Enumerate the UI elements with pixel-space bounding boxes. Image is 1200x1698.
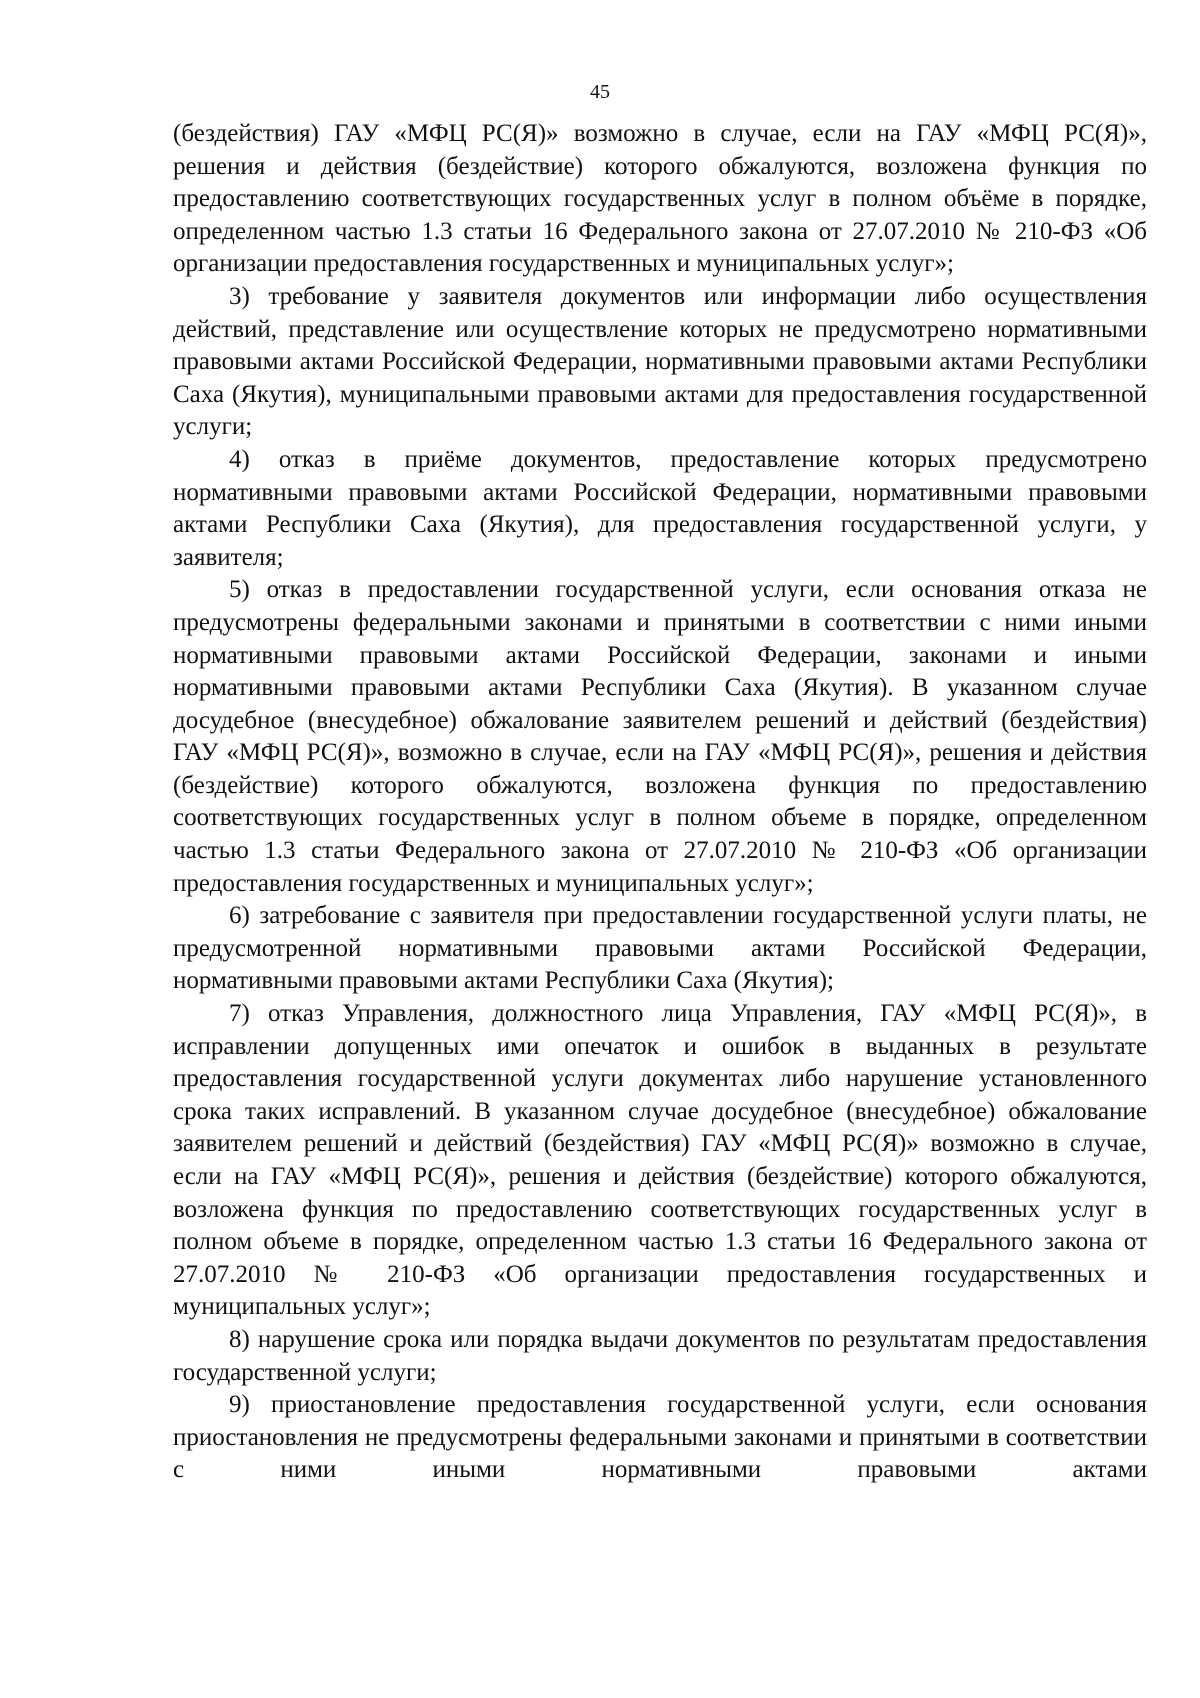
page-number: 45 — [590, 81, 610, 103]
paragraph-item-4: 4) отказ в приёме документов, предоставление которых предусмотрено нормативными правовыми актами Российской Федерации, нормативными правовыми актами Республики Саха (Якутия), для предоставления государственной услуги, у заявителя; — [173, 445, 1147, 571]
paragraph-item-5: 5) отказ в предоставлении государственной услуги, если основания отказа не предусмотрены федеральными законами и принятыми в соответствии с ними иными нормативными правовыми актами Российской Федерации, законами и иными нормативными правовыми актами Республики Саха (Якутия). В указанном случае досудебное (внесудебное) обжалование заявителем решений и действий (бездействия) ГАУ «МФЦ РС(Я)», возможно в случае, если на ГАУ «МФЦ РС(Я)», решения и действия (бездействие) которого обжалуются, возложена функция по предоставлению соответствующих государственных услуг в полном объеме в порядке, определенном частью 1.3 статьи Федерального закона от 27.07.2010 № 210-ФЗ «Об организации предоставления государственных и муниципальных услуг»; — [173, 576, 1147, 897]
paragraph-item-7: 7) отказ Управления, должностного лица Управления, ГАУ «МФЦ РС(Я)», в исправлении допущенных ими опечаток и ошибок в выданных в результате предоставления государственной услуги документах либо нарушение установленного срока таких исправлений. В указанном случае досудебное (внесудебное) обжалование заявителем решений и действий (бездействия) ГАУ «МФЦ РС(Я)» возможно в случае, если на ГАУ «МФЦ РС(Я)», решения и действия (бездействие) которого обжалуются, возложена функция по предоставлению соответствующих государственных услуг в полном объеме в порядке, определенном частью 1.3 статьи 16 Федерального закона от 27.07.2010 № 210-ФЗ «Об организации предоставления государственных и муниципальных услуг»; — [173, 1000, 1147, 1321]
document-body — [173, 118, 1147, 1487]
paragraph-continuation: (бездействия) ГАУ «МФЦ РС(Я)» возможно в случае, если на ГАУ «МФЦ РС(Я)», решения и действия (бездействие) которого обжалуются, возложена функция по предоставлению соответствующих государственных услуг в полном объёме в порядке, определенном частью 1.3 статьи 16 Федерального закона от 27.07.2010 № 210-ФЗ «Об организации предоставления государственных и муниципальных услуг»; — [173, 120, 1147, 278]
paragraph-item-9: 9) приостановление предоставления государственной услуги, если основания приостановления не предусмотрены федеральными законами и принятыми в соответствии с ними иными нормативными правовыми актами — [173, 1391, 1147, 1484]
paragraph-item-3: 3) требование у заявителя документов или информации либо осуществления действий, представление или осуществление которых не предусмотрено нормативными правовыми актами Российской Федерации, нормативными правовыми актами Республики Саха (Якутия), муниципальными правовыми актами для предоставления государственной услуги; — [173, 282, 1147, 441]
paragraph-item-6: 6) затребование с заявителя при предоставлении государственной услуги платы, не предусмотренной нормативными правовыми актами Российской Федерации, нормативными правовыми актами Республики Саха (Якутия); — [173, 902, 1147, 995]
paragraph-item-8: 8) нарушение срока или порядка выдачи документов по результатам предоставления государственной услуги; — [173, 1325, 1147, 1386]
